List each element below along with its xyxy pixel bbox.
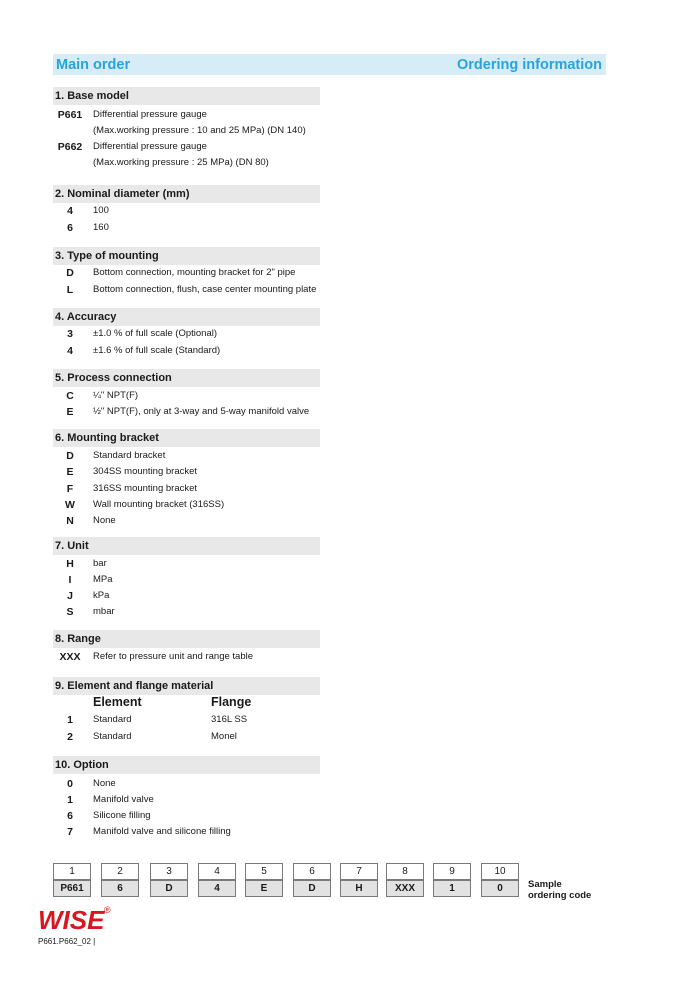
order-position-cell: 10	[481, 863, 519, 880]
order-position-cell: 3	[150, 863, 188, 880]
order-value-cell: 6	[101, 880, 139, 897]
ordering-information-title: Ordering information	[457, 56, 602, 73]
order-position-cell: 1	[53, 863, 91, 880]
order-position-cell: 5	[245, 863, 283, 880]
section-title-accuracy: 4. Accuracy	[53, 308, 320, 326]
section-title-mounting-bracket: 6. Mounting bracket	[53, 429, 320, 447]
sample-ordering-code-label: Sample ordering code	[528, 879, 592, 901]
order-value-cell: H	[340, 880, 378, 897]
wise-logo	[38, 902, 116, 936]
order-position-cell: 8	[386, 863, 424, 880]
section-title-base-model: 1. Base model	[53, 87, 320, 105]
order-position-cell: 6	[293, 863, 331, 880]
order-position-cell: 2	[101, 863, 139, 880]
order-value-cell: E	[245, 880, 283, 897]
section-title-nominal-diameter: 2. Nominal diameter (mm)	[53, 185, 320, 203]
order-value-cell: D	[150, 880, 188, 897]
column-header-flange: Flange	[211, 695, 252, 709]
main-order-title: Main order	[56, 56, 131, 73]
section-title-type-of-mounting: 3. Type of mounting	[53, 247, 320, 265]
section-title-range: 8. Range	[53, 630, 320, 648]
section-title-unit: 7. Unit	[53, 537, 320, 555]
wise-logo-mark	[38, 902, 116, 936]
order-value-cell: 1	[433, 880, 471, 897]
order-value-cell: XXX	[386, 880, 424, 897]
section-title-element-flange-material: 9. Element and flange material	[53, 677, 320, 695]
order-position-cell: 7	[340, 863, 378, 880]
order-position-cell: 4	[198, 863, 236, 880]
order-value-cell: 4	[198, 880, 236, 897]
order-value-cell: 0	[481, 880, 519, 897]
document-footer-code: P661.P662_02 |	[38, 937, 96, 946]
order-value-cell: D	[293, 880, 331, 897]
logo-text: WISE	[38, 905, 105, 935]
section-title-option: 10. Option	[53, 756, 320, 774]
registered-mark: ®	[104, 905, 111, 915]
section-title-process-connection: 5. Process connection	[53, 369, 320, 387]
order-position-cell: 9	[433, 863, 471, 880]
order-value-cell: P661	[53, 880, 91, 897]
column-header-element: Element	[93, 695, 142, 709]
page-header-bar	[53, 54, 606, 75]
